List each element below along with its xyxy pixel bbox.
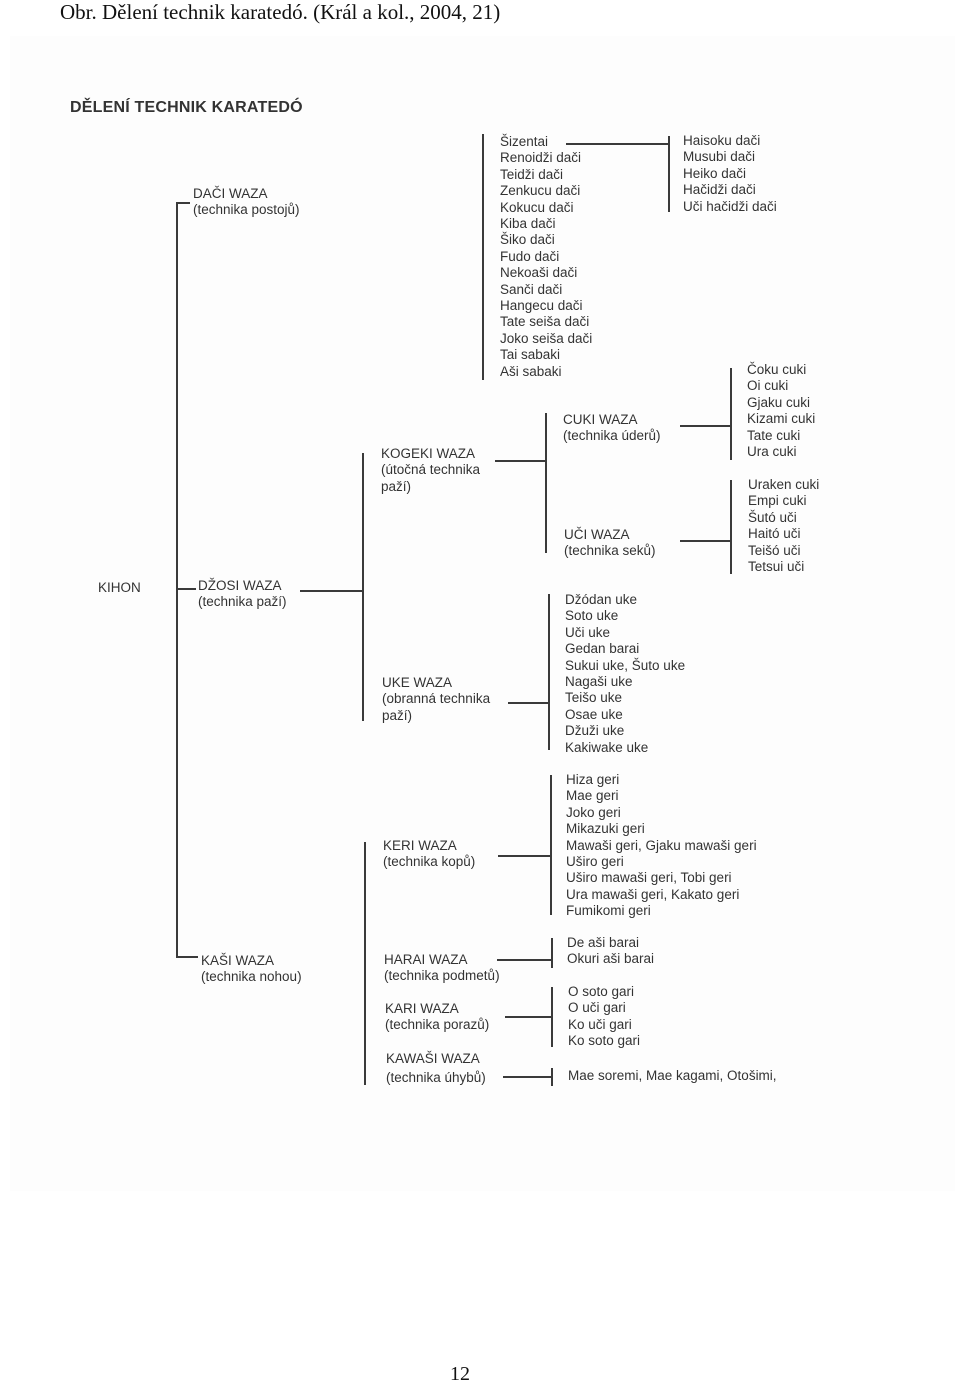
stance-item: Sanči dači bbox=[500, 281, 563, 297]
connector-trunk bbox=[176, 202, 178, 957]
uci-item: Tetsui uči bbox=[748, 559, 805, 575]
kawasi-waza-label: KAWAŠI WAZA bbox=[386, 1051, 480, 1066]
stance-item: Kokucu dači bbox=[500, 199, 574, 215]
stance-item: Hangecu dači bbox=[500, 298, 583, 314]
stance-item: Teidži dači bbox=[500, 166, 564, 182]
uke-item: Nagaši uke bbox=[565, 674, 633, 690]
cuki-waza-desc: (technika úderů) bbox=[563, 428, 661, 444]
stance-item: Aši sabaki bbox=[500, 363, 562, 379]
keri-item: Mae geri bbox=[566, 788, 619, 804]
sizentai-sub-item: Musubi dači bbox=[683, 149, 756, 165]
connector-uke bbox=[508, 702, 548, 704]
connector-kihon-dzosi bbox=[176, 588, 196, 590]
figure-caption: Obr. Dělení technik karatedó. (Král a kol., 2004, 21) bbox=[60, 0, 501, 24]
stance-item: Renoidži dači bbox=[500, 150, 582, 166]
uke-item: Džódan uke bbox=[565, 592, 638, 607]
connector-uke-bracket bbox=[548, 594, 550, 750]
connector-sizentai-bracket bbox=[668, 136, 670, 212]
keri-list bbox=[566, 772, 757, 920]
kawasi-waza-desc: (technika úhybů) bbox=[386, 1070, 486, 1085]
kawasi-list bbox=[568, 1068, 777, 1084]
keri-item: Mikazuki geri bbox=[566, 821, 645, 837]
dzosi-waza-desc: (technika paží) bbox=[198, 594, 287, 610]
uci-item: Empi cuki bbox=[748, 493, 807, 509]
keri-item: Mawaši geri, Gjaku mawaši geri bbox=[566, 837, 757, 853]
connector-kari bbox=[505, 1016, 551, 1018]
stance-item: Joko seiša dači bbox=[500, 330, 593, 346]
connector-cuki-bracket bbox=[730, 368, 732, 460]
kari-item: Ko uči gari bbox=[568, 1016, 632, 1032]
stance-item: Zenkucu dači bbox=[500, 183, 581, 199]
connector-harai bbox=[497, 959, 551, 961]
node-uke-waza bbox=[382, 675, 490, 724]
cuki-item: Oi cuki bbox=[747, 378, 789, 394]
connector-trunk-daci bbox=[176, 202, 190, 204]
harai-list bbox=[567, 935, 654, 968]
diagram-title: DĚLENÍ TECHNIK KARATEDÓ bbox=[70, 99, 303, 116]
connector-kawasi-bracket bbox=[551, 1068, 553, 1086]
uci-item: Haitó uči bbox=[748, 526, 801, 542]
uci-item: Uraken cuki bbox=[748, 477, 820, 492]
kari-waza-label: KARI WAZA bbox=[385, 1001, 459, 1016]
stance-item: Šizentai bbox=[500, 134, 549, 149]
stance-item: Nekoaši dači bbox=[500, 265, 578, 281]
node-kawasi-waza bbox=[386, 1049, 486, 1087]
uci-waza-label: UČI WAZA bbox=[564, 527, 630, 542]
node-kihon: KIHON bbox=[98, 580, 141, 595]
kari-item: O soto gari bbox=[568, 984, 635, 999]
uke-list bbox=[565, 592, 685, 756]
uke-item: Teišo uke bbox=[565, 690, 623, 706]
keri-item: Hiza geri bbox=[566, 772, 620, 787]
harai-waza-desc: (technika podmetů) bbox=[384, 968, 500, 984]
uci-item: Teišó uči bbox=[748, 542, 801, 558]
daci-waza-desc: (technika postojů) bbox=[193, 202, 300, 218]
connector-kari-bracket bbox=[551, 987, 553, 1047]
kari-list bbox=[568, 984, 640, 1050]
connector-stances-bracket bbox=[482, 134, 484, 380]
connector-uci bbox=[680, 540, 730, 542]
stance-item: Tate seiša dači bbox=[500, 314, 590, 330]
keri-item: Fumikomi geri bbox=[566, 903, 651, 919]
kogeki-waza-label: KOGEKI WAZA bbox=[381, 446, 476, 461]
uke-item: Osae uke bbox=[565, 706, 623, 722]
uke-waza-desc-1: (obranná technika bbox=[382, 691, 491, 707]
node-harai-waza bbox=[384, 952, 500, 985]
kogeki-waza-desc-2: paží) bbox=[381, 478, 412, 494]
sizentai-sub-item: Uči hačidži dači bbox=[683, 198, 777, 214]
uke-waza-desc-2: paží) bbox=[382, 707, 413, 723]
connector-uci-bracket bbox=[730, 480, 732, 574]
connector-kasi-bracket bbox=[364, 842, 366, 1085]
connector-cuki bbox=[680, 425, 730, 427]
stance-item: Šiko dači bbox=[500, 232, 555, 248]
node-kogeki-waza bbox=[381, 446, 480, 495]
connector-kawasi bbox=[503, 1076, 551, 1078]
keri-item: Uširo geri bbox=[566, 854, 624, 870]
kogeki-waza-desc-1: (útočná technika bbox=[381, 462, 481, 478]
sizentai-sub-list bbox=[683, 133, 777, 215]
connector-keri-bracket bbox=[550, 775, 552, 915]
node-daci-waza bbox=[193, 186, 300, 219]
node-kasi-waza bbox=[201, 953, 302, 986]
keri-item: Ura mawaši geri, Kakato geri bbox=[566, 886, 740, 902]
kasi-waza-label: KAŠI WAZA bbox=[201, 953, 275, 968]
harai-waza-label: HARAI WAZA bbox=[384, 952, 468, 967]
cuki-item: Tate cuki bbox=[747, 427, 801, 443]
connector-sizentai bbox=[566, 143, 668, 145]
kasi-waza-desc: (technika nohou) bbox=[201, 969, 302, 985]
page-number: 12 bbox=[450, 1363, 470, 1385]
uci-waza-desc: (technika seků) bbox=[564, 543, 656, 559]
connector-dzosi bbox=[300, 590, 362, 592]
uke-item: Džuži uke bbox=[565, 723, 625, 739]
cuki-waza-label: CUKI WAZA bbox=[563, 412, 638, 427]
kawasi-item: Mae soremi, Mae kagami, Otošimi, bbox=[568, 1068, 777, 1083]
uke-waza-label: UKE WAZA bbox=[382, 675, 453, 690]
connector-keri bbox=[498, 855, 550, 857]
uke-item: Kakiwake uke bbox=[565, 739, 649, 755]
node-keri-waza bbox=[383, 838, 475, 871]
sizentai-sub-item: Heiko dači bbox=[683, 165, 747, 181]
sizentai-sub-item: Hačidži dači bbox=[683, 182, 756, 198]
node-dzosi-waza bbox=[198, 578, 287, 611]
uke-item: Soto uke bbox=[565, 608, 619, 624]
node-kari-waza bbox=[385, 1001, 489, 1034]
connector-trunk-kasi bbox=[176, 956, 198, 958]
keri-waza-desc: (technika kopů) bbox=[383, 854, 476, 870]
uci-item: Šutó uči bbox=[748, 509, 797, 525]
cuki-item: Kizami cuki bbox=[747, 411, 816, 427]
dzosi-waza-label: DŽOSI WAZA bbox=[198, 578, 282, 593]
node-cuki-waza bbox=[563, 412, 661, 445]
uke-item: Gedan barai bbox=[565, 641, 640, 657]
stance-item: Kiba dači bbox=[500, 216, 556, 232]
harai-item: Okuri aši barai bbox=[567, 951, 655, 967]
sizentai-sub-item: Haisoku dači bbox=[683, 133, 761, 148]
uke-item: Uči uke bbox=[565, 624, 611, 640]
keri-waza-label: KERI WAZA bbox=[383, 838, 457, 853]
stance-item: Fudo dači bbox=[500, 248, 560, 264]
harai-item: De aši barai bbox=[567, 935, 640, 950]
kari-item: Ko soto gari bbox=[568, 1033, 641, 1049]
stance-item: Tai sabaki bbox=[500, 347, 561, 363]
connector-harai-bracket bbox=[551, 938, 553, 968]
keri-item: Joko geri bbox=[566, 804, 621, 820]
cuki-item: Ura cuki bbox=[747, 444, 797, 460]
kari-item: O uči gari bbox=[568, 1000, 626, 1016]
node-uci-waza bbox=[564, 527, 656, 560]
uci-list bbox=[748, 477, 819, 575]
cuki-item: Gjaku cuki bbox=[747, 394, 811, 410]
uke-item: Sukui uke, Šuto uke bbox=[565, 657, 686, 673]
cuki-list bbox=[747, 362, 815, 460]
connector-kogeki-bracket bbox=[545, 413, 547, 553]
stance-list bbox=[500, 134, 592, 380]
cuki-item: Čoku cuki bbox=[747, 362, 807, 377]
daci-waza-label: DAČI WAZA bbox=[193, 186, 268, 201]
connector-dzosi-bracket bbox=[362, 453, 364, 721]
connector-kogeki bbox=[495, 460, 545, 462]
keri-item: Uširo mawaši geri, Tobi geri bbox=[566, 870, 732, 886]
kari-waza-desc: (technika porazů) bbox=[385, 1017, 490, 1033]
